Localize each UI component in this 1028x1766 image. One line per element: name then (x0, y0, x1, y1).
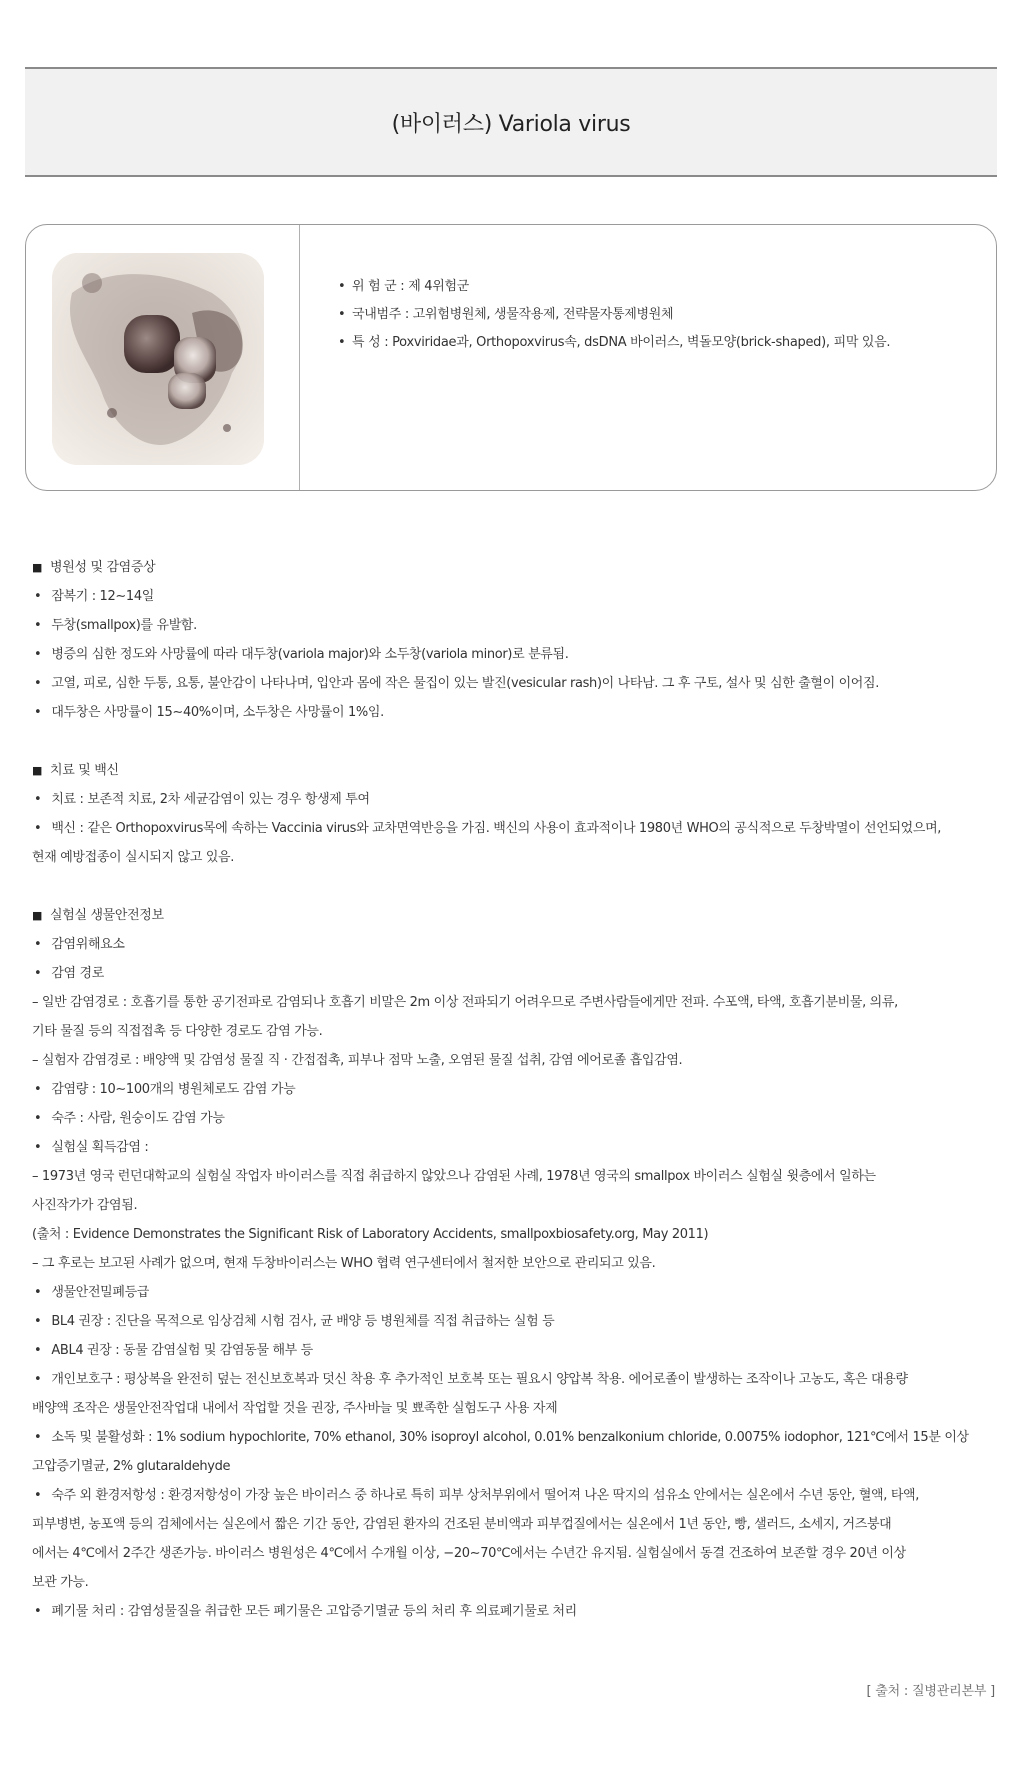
photo-cell (26, 225, 300, 490)
bullet-item: • 고열, 피로, 심한 두통, 요통, 불안감이 나타나며, 입안과 몸에 작은 물집이 있는 발진(vesicular rash)이 나타남. 그 후 구토, 설사 및 심한 출혈이 이어짐. (32, 669, 1000, 698)
virus-micrograph-image (52, 253, 264, 465)
bullet-item: • 백신 : 같은 Orthopoxvirus목에 속하는 Vaccinia virus와 교차면역반응을 가짐. 백신의 사용이 효과적이나 1980년 WHO의 공식적으로 두창박멸이 선언되었으며, (32, 814, 1000, 843)
bullet-icon: • (338, 279, 346, 294)
text-line: 기타 물질 등의 직접접촉 등 다양한 경로도 감염 가능. (32, 1024, 323, 1039)
bullet-item: • 치료 : 보존적 치료, 2차 세균감염이 있는 경우 항생제 투여 (32, 785, 1000, 814)
bullet-item: • ABL4 권장 : 동물 감염실험 및 감염동물 해부 등 (32, 1336, 1000, 1365)
text-line: 보관 가능. (32, 1575, 89, 1590)
bullet-item: • 두창(smallpox)를 유발함. (32, 611, 1000, 640)
bullet-item: • 생물안전밀폐등급 (32, 1278, 1000, 1307)
bullet-item: • 숙주 : 사람, 원숭이도 감염 가능 (32, 1104, 1000, 1133)
bullet-item: • 감염량 : 10∼100개의 병원체로도 감염 가능 (32, 1075, 1000, 1104)
main-content (32, 553, 1000, 1626)
bullet-item: • 잠복기 : 12∼14일 (32, 582, 1000, 611)
section-heading: ■ 병원성 및 감염증상 (32, 553, 1000, 582)
text-line: 배양액 조작은 생물안전작업대 내에서 작업할 것을 권장, 주사바늘 및 뾰족한 실험도구 사용 자제 (32, 1401, 558, 1416)
property-list (338, 273, 890, 357)
text-line: 현재 예방접종이 실시되지 않고 있음. (32, 850, 235, 865)
bullet-item: • 숙주 외 환경저항성 : 환경저항성이 가장 높은 바이러스 중 하나로 특히 피부 상처부위에서 떨어져 나온 딱지의 섬유소 안에서는 실온에서 수년 동안, 혈액, 타액, (32, 1481, 1000, 1510)
section-heading: ■ 실험실 생물안전정보 (32, 901, 1000, 930)
section-gap (32, 727, 1000, 756)
text-line: (출처 : Evidence Demonstrates the Significant Risk of Laboratory Accidents, smallpoxbiosafety.org, May 2011) (32, 1227, 709, 1242)
bullet-icon: • (338, 335, 346, 350)
bullet-item: • 개인보호구 : 평상복을 완전히 덮는 전신보호복과 덧신 착용 후 추가적인 보호복 또는 필요시 양압복 착용. 에어로졸이 발생하는 조작이나 고농도, 혹은 대용량 (32, 1365, 1000, 1394)
property-characteristics: • 특 성 : Poxviridae과, Orthopoxvirus속, dsDNA 바이러스, 벽돌모양(brick-shaped), 피막 있음. (338, 329, 890, 357)
text-line: – 그 후로는 보고된 사례가 없으며, 현재 두창바이러스는 WHO 협력 연구센터에서 철저한 보안으로 관리되고 있음. (32, 1256, 656, 1271)
source-credit: [ 출처 : 질병관리본부 ] (866, 1684, 995, 1699)
title-banner (25, 67, 997, 177)
property-risk-group: • 위 험 군 : 제 4위험군 (338, 273, 890, 301)
section-gap (32, 872, 1000, 901)
text-line: 피부병변, 농포액 등의 검체에서는 실온에서 짧은 기간 동안, 감염된 환자의 건조된 분비액과 피부껍질에서는 실온에서 1년 동안, 빵, 샐러드, 소세지, 거즈붕대 (32, 1517, 892, 1532)
text-line: – 실험자 감염경로 : 배양액 및 감염성 물질 직 · 간접접촉, 피부나 점막 노출, 오염된 물질 섭취, 감염 에어로졸 흡입감염. (32, 1053, 683, 1068)
bullet-item: • 병증의 심한 정도와 사망률에 따라 대두창(variola major)와 소두창(variola minor)로 분류됨. (32, 640, 1000, 669)
property-domestic-category: • 국내범주 : 고위험병원체, 생물작용제, 전략물자통제병원체 (338, 301, 890, 329)
text-line: 사진작가가 감염됨. (32, 1198, 138, 1213)
text-line: 고압증기멸균, 2% glutaraldehyde (32, 1459, 231, 1474)
bullet-item: • 실험실 획득감염 : (32, 1133, 1000, 1162)
page-title: (바이러스) Variola virus (391, 111, 631, 137)
bullet-item: • BL4 권장 : 진단을 목적으로 임상검체 시험 검사, 균 배양 등 병원체를 직접 취급하는 실험 등 (32, 1307, 1000, 1336)
text-line: 에서는 4℃에서 2주간 생존가능. 바이러스 병원성은 4℃에서 수개월 이상, −20∼70℃에서는 수년간 유지됨. 실험실에서 동결 건조하여 보존할 경우 20년 이상 (32, 1546, 906, 1561)
text-line: – 일반 감염경로 : 호흡기를 통한 공기전파로 감염되나 호흡기 비말은 2m 이상 전파되기 어려우므로 주변사람들에게만 전파. 수포액, 타액, 호흡기분비물, 의류, (32, 995, 898, 1010)
bullet-item: • 소독 및 불활성화 : 1% sodium hypochlorite, 70% ethanol, 30% isoproyl alcohol, 0.01% benzalkonium chloride, 0.0075% iodophor, 121℃에서 15분 이상 (32, 1423, 1000, 1452)
bullet-item: • 감염위해요소 (32, 930, 1000, 959)
bullet-item: • 폐기물 처리 : 감염성물질을 취급한 모든 폐기물은 고압증기멸균 등의 처리 후 의료폐기물로 처리 (32, 1597, 1000, 1626)
bullet-icon: • (338, 307, 346, 322)
bullet-item: • 대두창은 사망률이 15∼40%이며, 소두창은 사망률이 1%임. (32, 698, 1000, 727)
bullet-item: • 감염 경로 (32, 959, 1000, 988)
info-card (25, 224, 997, 491)
section-heading: ■ 치료 및 백신 (32, 756, 1000, 785)
text-line: – 1973년 영국 런던대학교의 실험실 작업자 바이러스를 직접 취급하지 않았으나 감염된 사례, 1978년 영국의 smallpox 바이러스 실험실 윗층에서 일하는 (32, 1169, 876, 1184)
